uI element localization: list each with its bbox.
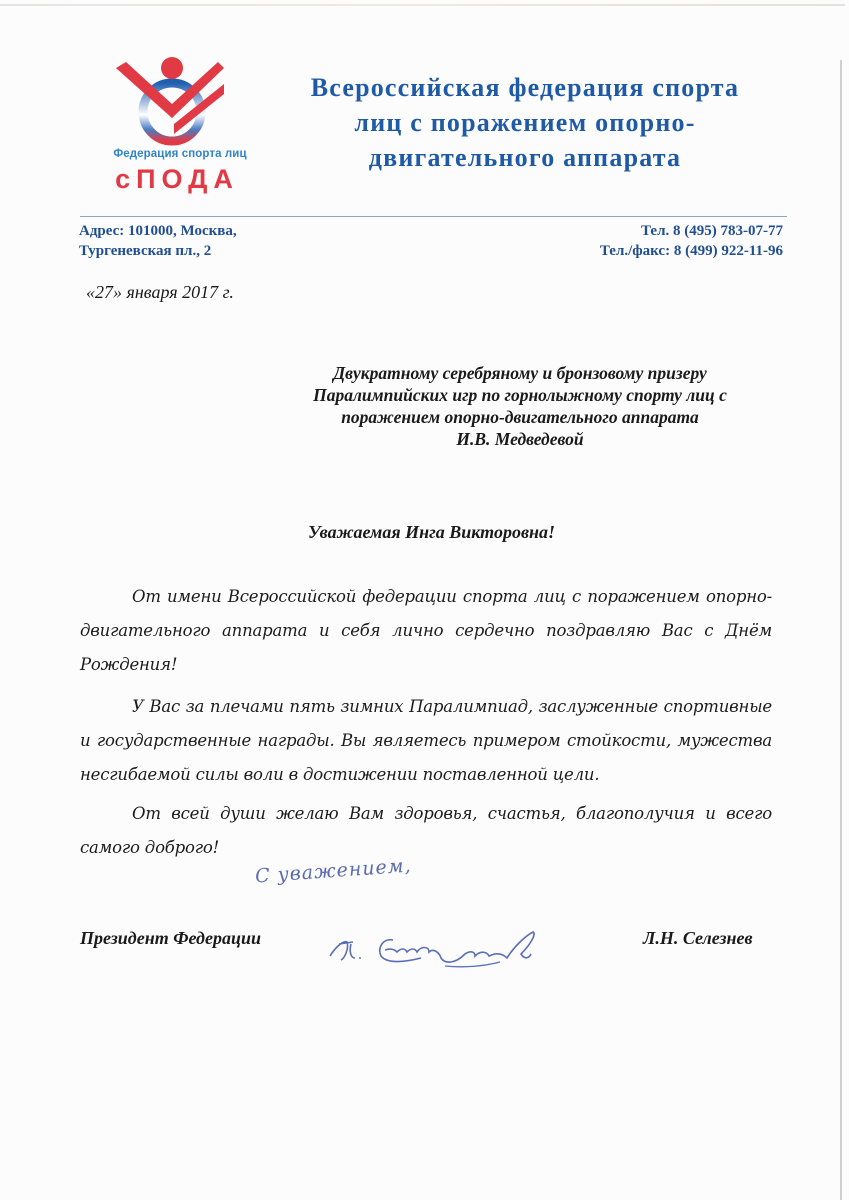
logo-emblem-icon <box>114 54 234 149</box>
letter-date: «27» января 2017 г. <box>86 282 234 302</box>
recipient-line: Паралимпийских игр по горнолыжному спорту лиц с <box>313 385 727 405</box>
logo-wordmark: сПОДА <box>115 164 239 194</box>
greeting: Уважаемая Инга Викторовна! <box>308 522 555 542</box>
title-line: лиц с поражением опорно- <box>354 108 696 137</box>
federation-logo <box>92 48 262 198</box>
logo-caption: Федерация спорта лиц <box>113 148 247 160</box>
organization-title <box>270 70 780 175</box>
body-paragraph: От всей души желаю Вам здоровья, счастья, благополучия и всего самого доброго! <box>80 804 772 857</box>
handwritten-closing: С уважением, <box>254 854 413 888</box>
recipient-name: И.В. Медведевой <box>456 429 584 449</box>
body-paragraph: От имени Всероссийской федерации спорта лиц с поражением опорно-двигательного аппарата и себя лично сердечно поздравляю Вас с Днём Рождения! <box>80 587 772 674</box>
phone-line: Тел. 8 (495) 783-07-77 <box>641 223 783 239</box>
signature-stroke <box>445 962 500 967</box>
signature-stroke <box>330 942 361 960</box>
address-block <box>79 221 237 261</box>
phone-block <box>600 221 783 261</box>
fax-line: Тел./факс: 8 (499) 922-11-96 <box>599 243 783 259</box>
signature-icon <box>325 918 595 973</box>
recipient-line: Двукратному серебряному и бронзовому призеру <box>333 363 707 383</box>
title-line: двигательного аппарата <box>368 143 682 172</box>
recipient-line: поражением опорно-двигательного аппарата <box>341 407 699 427</box>
signature-stroke <box>380 932 534 962</box>
title-line: Всероссийская федерация спорта <box>310 73 740 102</box>
address-line: Адрес: 101000, Москва, <box>79 223 237 239</box>
recipient-block <box>255 362 785 450</box>
signer-title: Президент Федерации <box>80 928 261 948</box>
logo-head <box>161 57 183 79</box>
page-right-edge <box>840 60 842 1200</box>
page-top-edge <box>0 4 845 6</box>
header-divider <box>80 216 787 217</box>
signer-name: Л.Н. Селезнев <box>643 928 753 948</box>
address-line: Тургеневская пл., 2 <box>79 243 212 259</box>
body-paragraph: У Вас за плечами пять зимних Паралимпиад, заслуженные спортивные и государственные награды. Вы являетесь примером стойкости, мужества несгибаемой силы воли в достижении поставленной цели. <box>80 697 772 784</box>
